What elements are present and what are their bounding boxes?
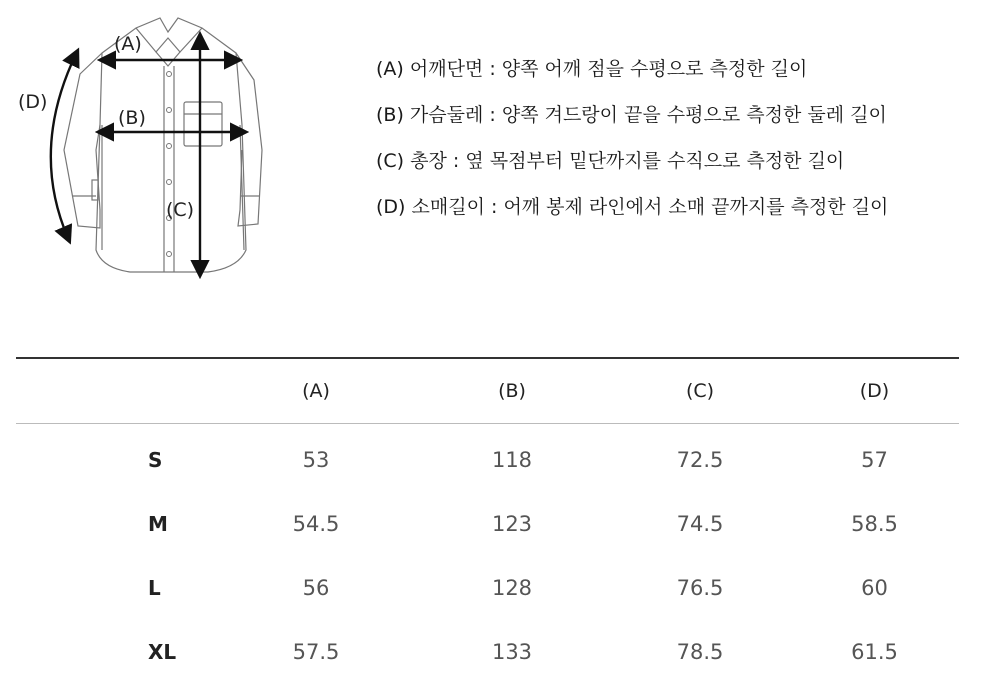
table-header-d: (D) xyxy=(790,358,959,424)
legend-title: 어깨단면 xyxy=(409,58,484,80)
shirt-buttons xyxy=(167,72,172,257)
shirt-outline xyxy=(64,18,262,272)
legend-title: 소매길이 xyxy=(411,196,485,218)
legend-item-a xyxy=(376,52,976,98)
size-label: L xyxy=(148,576,161,600)
diagram-label-c: (C) xyxy=(166,199,195,221)
size-label: M xyxy=(148,512,168,536)
table-row xyxy=(16,424,959,493)
legend-key: (D) xyxy=(376,196,406,218)
table-header-row xyxy=(16,358,959,424)
cell-b: 133 xyxy=(491,640,533,664)
table-row xyxy=(16,620,959,684)
measurement-legend xyxy=(376,52,976,236)
legend-key: (A) xyxy=(376,58,404,80)
legend-item-d xyxy=(376,190,976,236)
cell-a: 54.5 xyxy=(292,512,340,536)
table-header-size xyxy=(16,358,218,424)
legend-title: 총장 xyxy=(410,150,447,172)
cell-a: 56 xyxy=(302,576,330,600)
legend-separator: : xyxy=(489,58,502,80)
table-header-a: (A) xyxy=(218,358,414,424)
diagram-label-d: (D) xyxy=(18,91,48,113)
legend-title: 가슴둘레 xyxy=(409,104,484,126)
table-header-b: (B) xyxy=(414,358,610,424)
legend-key: (C) xyxy=(376,150,405,172)
legend-separator: : xyxy=(490,196,504,218)
cell-d: 61.5 xyxy=(851,640,898,664)
legend-item-b xyxy=(376,98,976,144)
legend-item-c xyxy=(376,144,976,190)
legend-key: (B) xyxy=(376,104,404,126)
legend-desc: 양쪽 겨드랑이 끝을 수평으로 측정한 둘레 길이 xyxy=(501,104,887,126)
cell-a: 57.5 xyxy=(292,640,340,664)
legend-separator: : xyxy=(452,150,466,172)
cell-d: 60 xyxy=(861,576,888,600)
cell-c: 72.5 xyxy=(676,448,724,472)
cell-b: 128 xyxy=(491,576,533,600)
cell-b: 123 xyxy=(491,512,533,536)
size-table xyxy=(16,357,959,684)
measure-arrow-d xyxy=(51,54,76,238)
cell-c: 78.5 xyxy=(676,640,724,664)
legend-desc: 어깨 봉제 라인에서 소매 끝까지를 측정한 길이 xyxy=(503,196,889,218)
cell-d: 58.5 xyxy=(851,512,898,536)
table-row xyxy=(16,492,959,556)
legend-desc: 양쪽 어깨 점을 수평으로 측정한 길이 xyxy=(501,58,808,80)
table-row xyxy=(16,556,959,620)
size-label: S xyxy=(148,448,163,472)
table-header-c: (C) xyxy=(610,358,790,424)
cell-c: 74.5 xyxy=(676,512,724,536)
cell-d: 57 xyxy=(861,448,888,472)
cell-b: 118 xyxy=(491,448,533,472)
size-label: XL xyxy=(148,640,177,664)
cell-a: 53 xyxy=(302,448,330,472)
legend-separator: : xyxy=(489,104,502,126)
shirt-measurement-diagram xyxy=(10,10,270,280)
diagram-label-b: (B) xyxy=(118,107,146,129)
diagram-label-a: (A) xyxy=(114,33,142,55)
cell-c: 76.5 xyxy=(676,576,724,600)
legend-desc: 옆 목점부터 밑단까지를 수직으로 측정한 길이 xyxy=(465,150,845,172)
